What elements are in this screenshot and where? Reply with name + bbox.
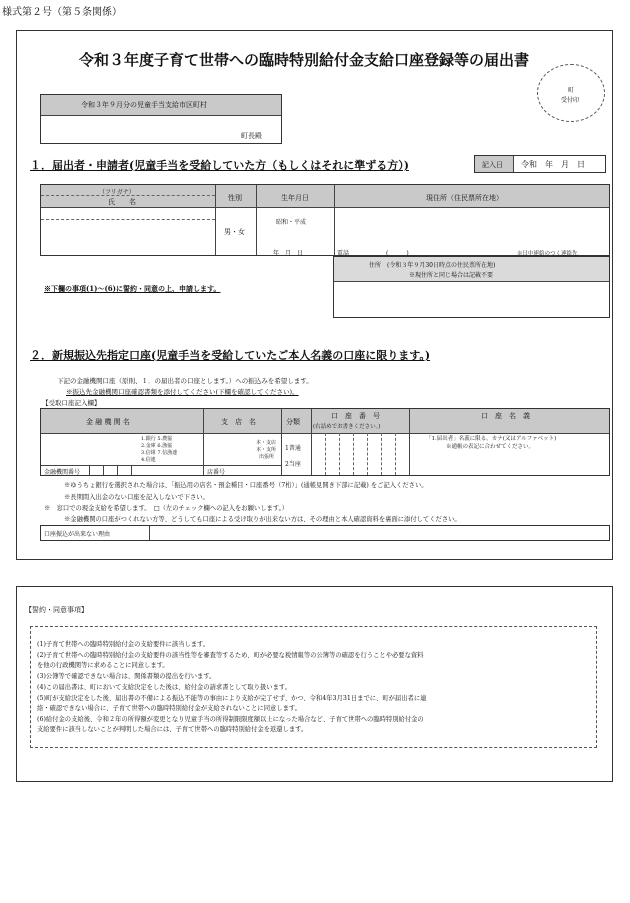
pledge-item-5b: 絡・確認できない場合に、子育て世帯への臨時特別給付金が支給されないことに同意します。 <box>37 705 301 712</box>
acct-type-2[interactable]: 2当座 <box>285 461 301 468</box>
pledge-note: ※下欄の事項(1)～(6)に誓約・同意の上、申請します。 <box>44 284 221 293</box>
stamp-label-2: 受付印 <box>561 97 580 104</box>
residence-label: 住所 (令和３年９月30日時点の住民票所在地) <box>369 262 496 269</box>
pledge-item-3: (3)公簿等で確認できない場合は、関係書類の提出を行います。 <box>37 673 216 680</box>
branch-type-3[interactable]: 出張所 <box>259 454 275 460</box>
birth-era: 昭和・平成 <box>276 219 307 226</box>
col-birth: 生年月日 <box>281 194 309 202</box>
section1-heading: １．届出者・申請者(児童手当を受給していた方（もしくはそれに準ずる方）) <box>30 159 409 172</box>
holder-note1: 「1.届出者」名義に限る。カナ(又はアルファベット) <box>426 436 557 442</box>
residence-note: ※現住所と同じ場合は記載不要 <box>409 272 494 279</box>
pledge-item-1: (1)子育て世帯への臨時特別給付金の支給要件に該当します。 <box>37 641 210 648</box>
col-account: 口 座 番 号 <box>331 412 380 420</box>
phone-paren: ( ) <box>386 250 409 257</box>
addressee-suffix: 町長殿 <box>241 132 262 140</box>
addressee-box <box>40 94 282 144</box>
section2-heading: ２．新規振込先指定口座(児童手当を受給していたご本人名義の口座に限ります。) <box>30 349 431 362</box>
account-box-label: 【受取口座記入欄】 <box>42 399 101 407</box>
bank-code-label: 金融機関番号 <box>44 469 81 476</box>
section2-intro1: 下記の金融機関口座（原則、１．の届出者の口座とします。）への振込みを希望します。 <box>57 377 313 385</box>
pledge-item-2b: を他の行政機関等に求めることに同意します。 <box>37 662 169 669</box>
pledge-item-5: (5)町が支給決定をした後、届出書の不備による振込不能等の事由により支給が完了せず、かつ、令和4年3月31日までに、町が届出者に連 <box>37 695 427 702</box>
gender-value[interactable]: 男・女 <box>224 228 245 236</box>
col-branch: 支 店 名 <box>221 418 256 426</box>
branch-type-1[interactable]: 本・支店 <box>256 440 277 446</box>
col-holder: 口 座 名 義 <box>481 412 530 420</box>
col-gender: 性別 <box>228 194 242 202</box>
col-account-sub: (右詰めでお書きください。) <box>313 424 381 430</box>
col-type: 分類 <box>286 418 300 426</box>
addressee-header: 令和３年９月分の児童手当支給市区町村 <box>81 101 207 109</box>
pledge-item-4: (4)この届出書は、町において支給決定をした後は、給付金の請求書として取り扱います。 <box>37 684 291 691</box>
phone-note: ※日中連絡のつく連絡先 <box>517 251 578 257</box>
note-no-account: ※金融機関の口座がつくれない方等、どうしても口座による受け取りが出来ない方は、その理由と本人確認資料を裏面に添付してください。 <box>64 516 461 523</box>
col-address: 現住所（住民票所在地） <box>426 194 503 202</box>
bank-type-4[interactable]: 4.信連 <box>141 457 156 463</box>
birth-format: 年 月 日 <box>273 250 304 257</box>
entry-date-value: 令和 年 月 日 <box>521 160 585 169</box>
note-cash[interactable]: ※ 窓口での現金支給を希望します。 □（左のチェック欄への記入をお願いします。） <box>44 505 289 512</box>
reason-label: 口座振込が出来ない理由 <box>44 531 111 538</box>
bank-account-table <box>40 408 610 476</box>
entry-date-label: 記入日 <box>482 161 503 169</box>
bank-type-3[interactable]: 3.信組 7.信漁連 <box>141 450 178 456</box>
residence-box[interactable] <box>333 256 610 318</box>
pledge-item-6: (6)給付金の支給後、令和２年の所得額が変更となり児童手当の所得制限限度額以上になった場合など、子育て世帯への臨時特別給付金の <box>37 716 424 723</box>
reason-box[interactable] <box>40 525 610 541</box>
entry-date-box[interactable] <box>474 155 606 173</box>
applicant-table <box>40 184 610 256</box>
reception-stamp <box>537 64 605 122</box>
form-number: 様式第２号（第５条関係） <box>2 7 122 18</box>
bank-type-1[interactable]: 1.銀行 5.農協 <box>141 436 173 442</box>
stamp-label-1: 町 <box>568 87 575 94</box>
section2-intro2: ※振込先金融機関口座確認書類を添付してください(下欄を確認してください)。 <box>66 388 299 396</box>
col-bank: 金 融 機 関 名 <box>86 418 130 426</box>
col-name: 氏 名 <box>108 198 136 206</box>
pledge-item-6b: 支給要件に該当しないことが判明した場合には、子育て世帯への臨時特別給付金を返還します。 <box>37 726 308 733</box>
bank-type-2[interactable]: 2.金庫 6.漁協 <box>141 443 173 449</box>
note-yucho: ※ゆうちょ銀行を選択された場合は、「振込用の店名・預金種目・口座番号（7桁）」(通帳見開き下部に記載) をご記入ください。 <box>64 482 428 489</box>
pledge-heading: 【誓約・同意事項】 <box>25 606 88 614</box>
holder-note2: ※通帳の表記に合わせてください。 <box>446 444 535 450</box>
branch-code-label: 店番号 <box>207 469 226 476</box>
form-title: 令和３年度子育て世帯への臨時特別給付金支給口座登録等の届出書 <box>79 51 530 69</box>
acct-type-1[interactable]: 1普通 <box>285 445 301 452</box>
col-furigana: （フリガナ） <box>99 189 135 196</box>
phone-label: 電話 <box>337 250 350 257</box>
note-dormant: ※長期間入出金のない口座を記入しないで下さい。 <box>64 494 209 501</box>
pledge-item-2: (2)子育て世帯への臨時特別給付金の支給要件の該当性等を審査等するため、町が必要な税情報等の公簿等の確認を行うことや必要な資料 <box>37 652 424 659</box>
branch-type-2[interactable]: 本・支所 <box>256 447 277 453</box>
pledge-items-box <box>30 626 597 748</box>
